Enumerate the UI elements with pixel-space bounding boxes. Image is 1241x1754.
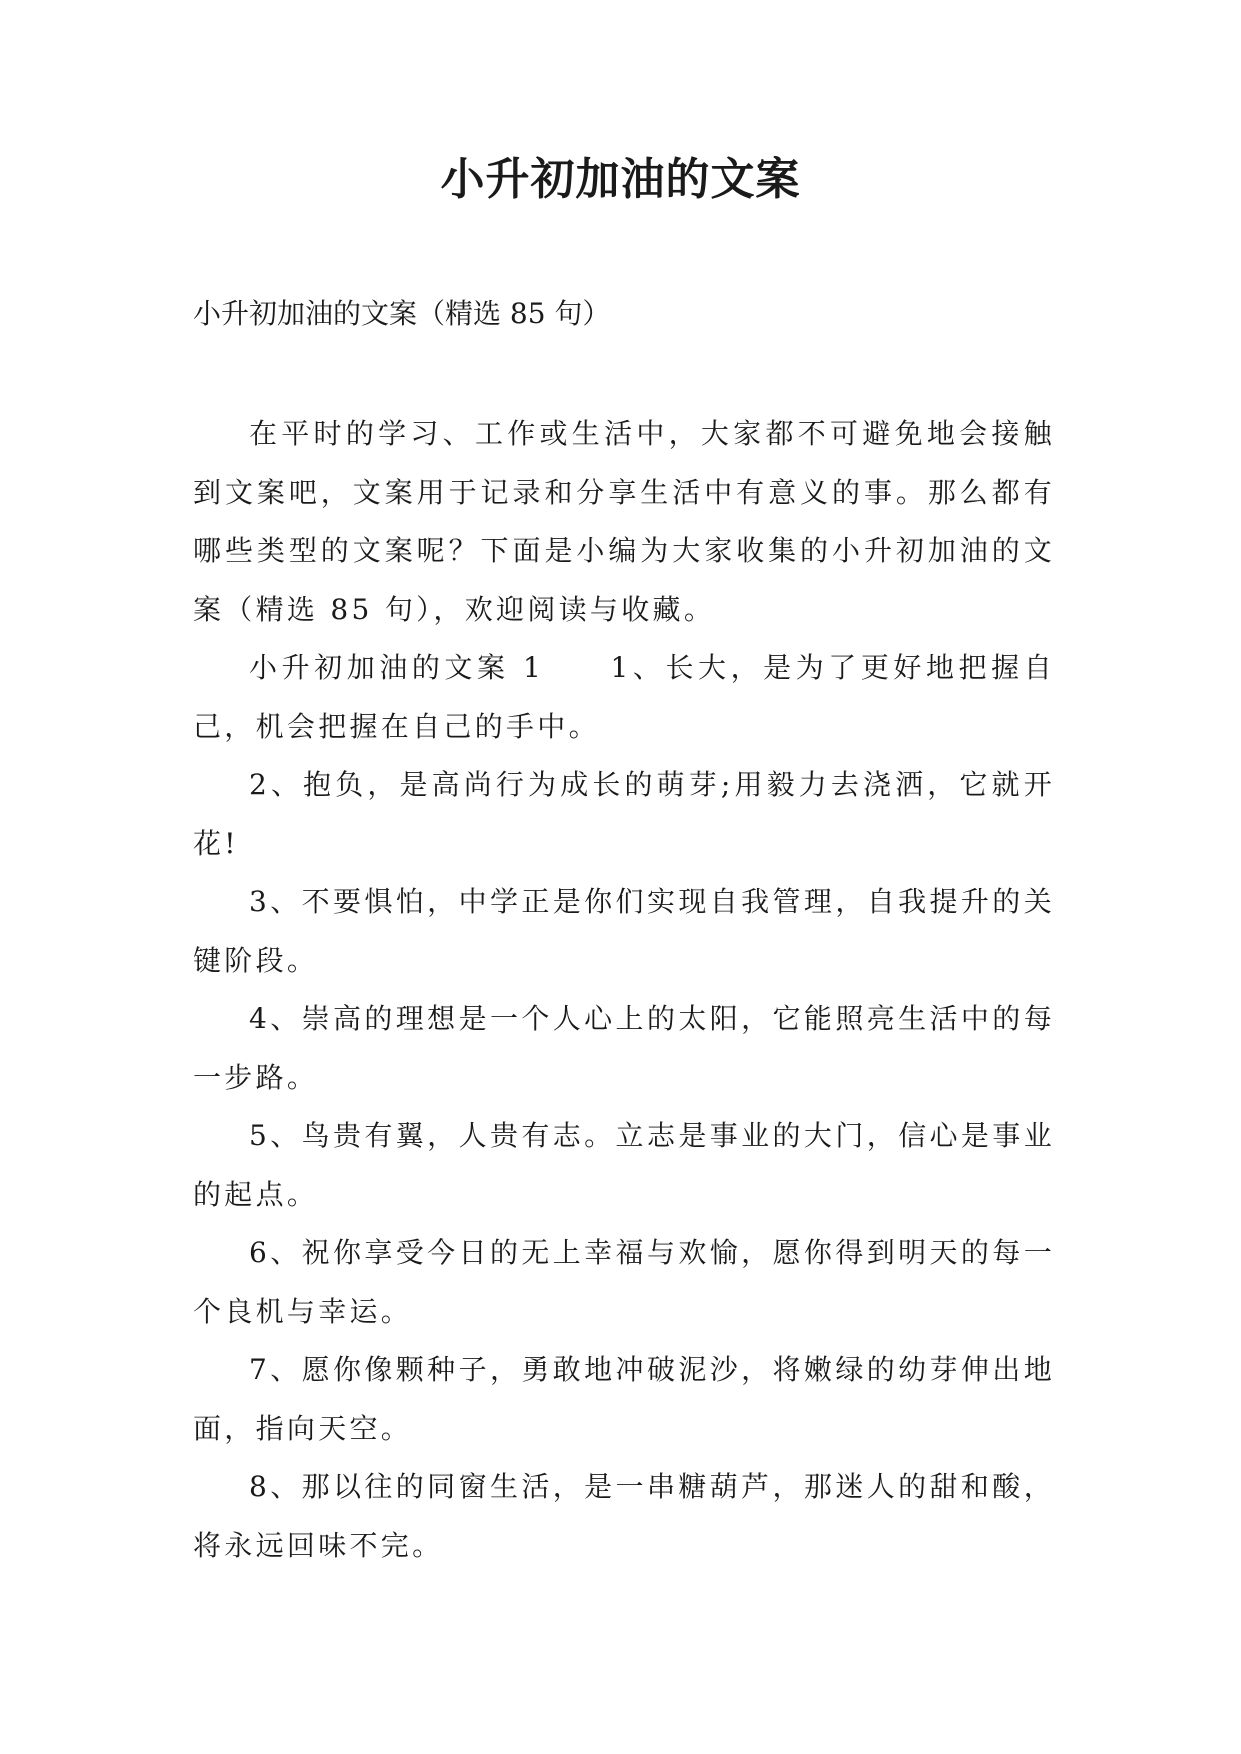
quote-paragraph: 6、祝你享受今日的无上幸福与欢愉，愿你得到明天的每一个良机与幸运。 <box>193 1236 1055 1328</box>
document-body <box>193 405 1055 1575</box>
intro-paragraph: 在平时的学习、工作或生活中，大家都不可避免地会接触到文案吧，文案用于记录和分享生活中有意义的事。那么都有哪些类型的文案呢？下面是小编为大家收集的小升初加油的文案（精选 85 句），欢迎阅读与收藏。 <box>193 417 1055 626</box>
quote-paragraph: 8、那以往的同窗生活，是一串糖葫芦，那迷人的甜和酸，将永远回味不完。 <box>193 1470 1055 1562</box>
quote-paragraph: 2、抱负，是高尚行为成长的萌芽;用毅力去浇洒，它就开花! <box>193 768 1055 860</box>
quote-paragraph: 5、鸟贵有翼，人贵有志。立志是事业的大门，信心是事业的起点。 <box>193 1119 1055 1211</box>
quote-paragraph: 4、崇高的理想是一个人心上的太阳，它能照亮生活中的每一步路。 <box>193 1002 1055 1094</box>
document-subtitle: 小升初加油的文案（精选 85 句） <box>193 297 611 330</box>
quote-paragraph: 小升初加油的文案 1 1、长大，是为了更好地把握自己，机会把握在自己的手中。 <box>193 651 1055 743</box>
document-title: 小升初加油的文案 <box>440 154 801 205</box>
quote-paragraph: 3、不要惧怕，中学正是你们实现自我管理，自我提升的关键阶段。 <box>193 885 1055 977</box>
quote-paragraph: 7、愿你像颗种子，勇敢地冲破泥沙，将嫩绿的幼芽伸出地面，指向天空。 <box>193 1353 1055 1445</box>
